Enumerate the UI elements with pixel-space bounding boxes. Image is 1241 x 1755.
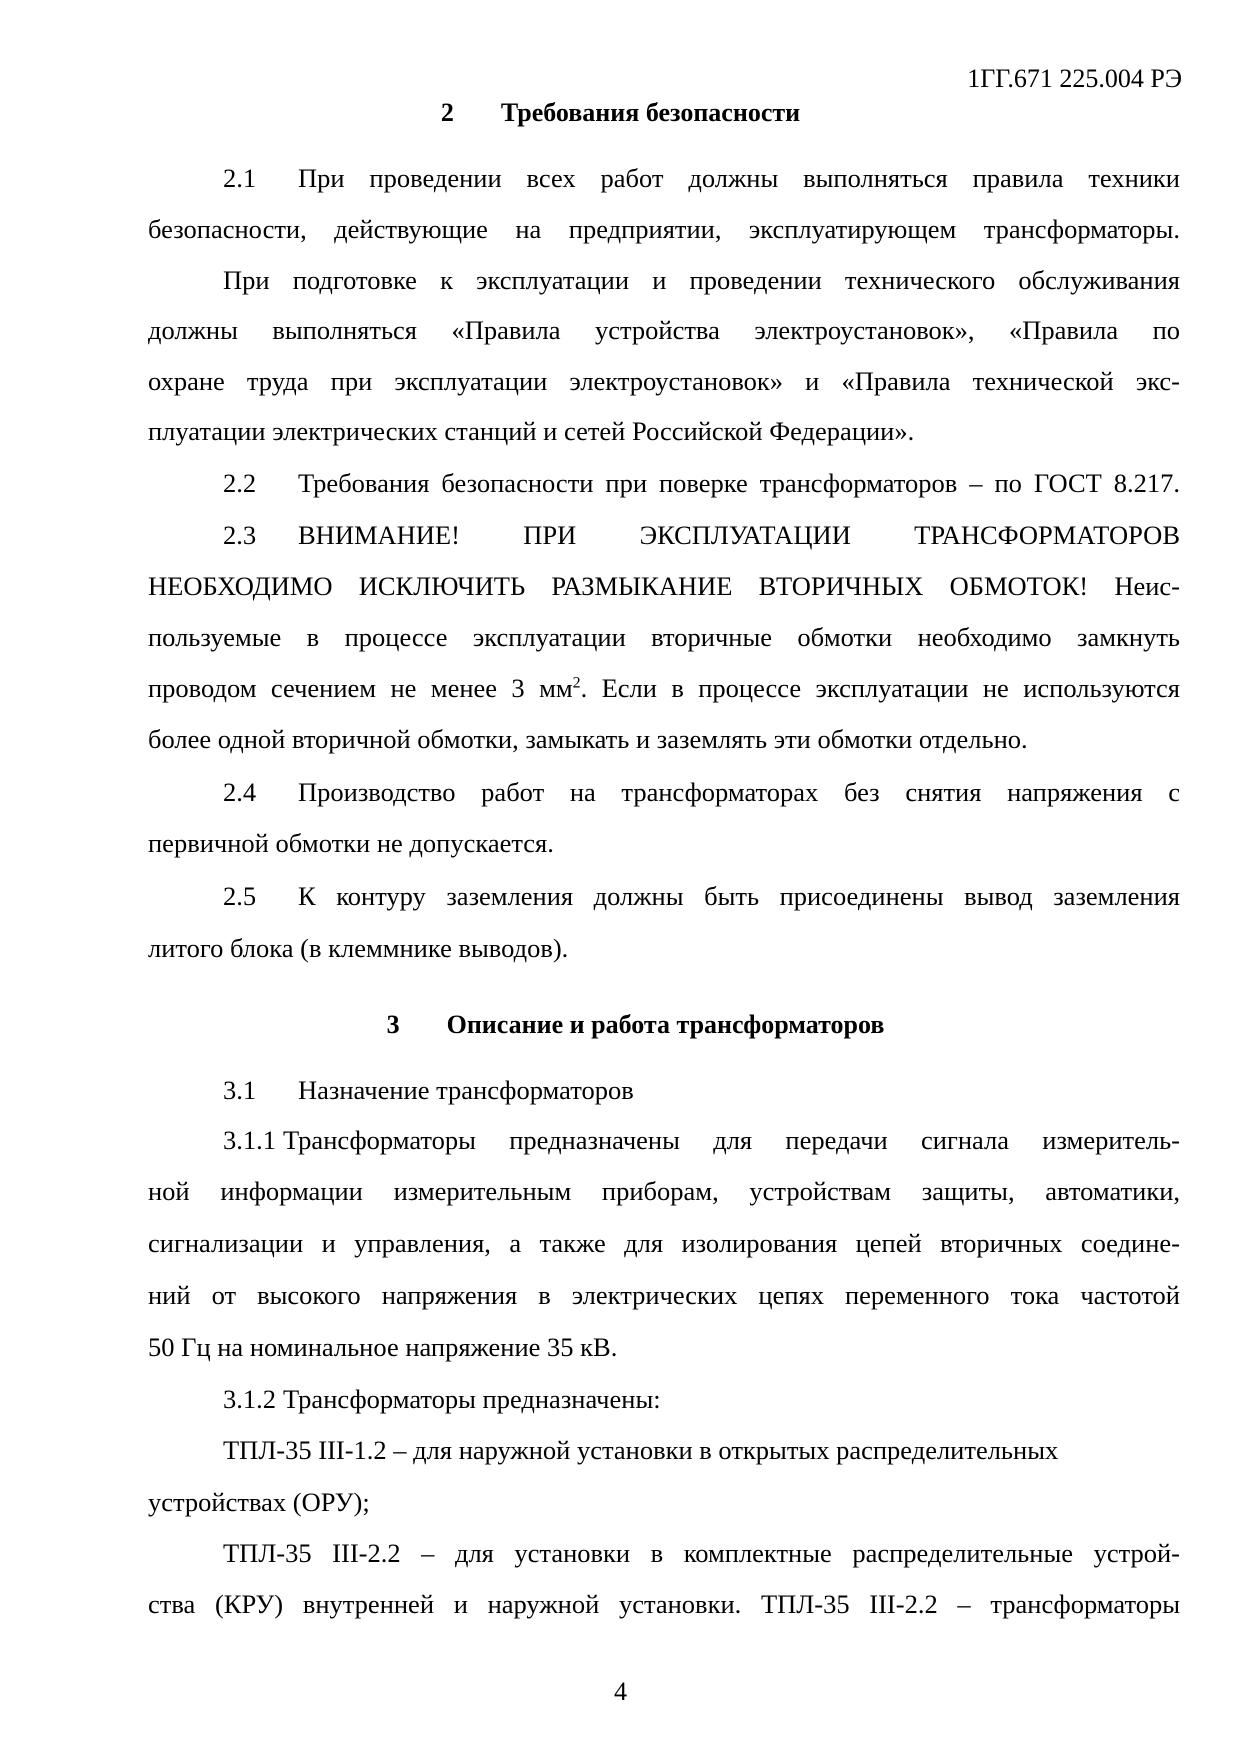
- paragraph-2-3-line-4: [148, 672, 1180, 704]
- warning-text: ВНИМАНИЕ! ПРИ ЭКСПЛУАТАЦИИ ТРАНСФОРМАТОРОВ: [298, 520, 1180, 550]
- paragraph-3-1-1-line-5: 50 Гц на номинальное напряжение 35 кВ.: [148, 1332, 618, 1362]
- paragraph-2-1b-line-1: При подготовке к эксплуатации и проведении технического обслуживания: [223, 265, 1180, 295]
- paragraph-3-1-2-number: 3.1.2: [223, 1384, 276, 1414]
- paragraph-3-1-1-line-4: ний от высокого напряжения в электрических цепях переменного тока частотой: [148, 1280, 1180, 1310]
- paragraph-2-1-number: 2.1: [223, 163, 257, 193]
- paragraph-text: К контуру заземления должны быть присоединены вывод заземления: [298, 881, 1180, 911]
- document-code: 1ГГ.671 225.004 РЭ: [967, 64, 1182, 93]
- tpl-2-2-line-2: ства (КРУ) внутренней и наружной установки. ТПЛ-35 III-2.2 – трансформаторы: [148, 1589, 1180, 1619]
- paragraph-3-1-1-number: 3.1.1: [223, 1125, 276, 1155]
- paragraph-text: Трансформаторы предназначены для передачи сигнала измеритель-: [283, 1125, 1180, 1155]
- section-2-number: 2: [440, 98, 454, 127]
- paragraph-2-1b-line-2: должны выполняться «Правила устройства электроустановок», «Правила по: [148, 315, 1180, 345]
- paragraph-3-1-1-line-1: [223, 1124, 1180, 1156]
- paragraph-2-2-line-1: [223, 467, 1180, 499]
- paragraph-text: проводом сечением не менее 3 мм: [148, 673, 573, 703]
- paragraph-3-1-number: 3.1: [223, 1075, 257, 1105]
- paragraph-2-1-line-2: безопасности, действующие на предприятии, эксплуатирующем трансформаторы.: [148, 214, 1180, 244]
- paragraph-2-5-line-1: [223, 880, 1180, 912]
- paragraph-text: Производство работ на трансформаторах без снятия напряжения с: [298, 777, 1180, 807]
- section-2-title: Требования безопасности: [500, 98, 801, 127]
- paragraph-2-3-line-3: пользуемые в процессе эксплуатации вторичные обмотки необходимо замкнуть: [148, 622, 1180, 652]
- paragraph-2-3-number: 2.3: [223, 520, 257, 550]
- subsection-title: Назначение трансформаторов: [298, 1075, 634, 1105]
- paragraph-2-3-line-1: [223, 519, 1180, 551]
- paragraph-2-1b-line-4: плуатации электрических станций и сетей Российской Федерации».: [148, 416, 915, 446]
- paragraph-text: . Если в процессе эксплуатации не используются: [580, 673, 1180, 703]
- paragraph-2-3-line-2: НЕОБХОДИМО ИСКЛЮЧИТЬ РАЗМЫКАНИЕ ВТОРИЧНЫХ ОБМОТОК! Неис-: [148, 571, 1180, 601]
- paragraph-2-3-line-5: более одной вторичной обмотки, замыкать и заземлять эти обмотки отдельно.: [148, 724, 1028, 754]
- paragraph-2-1-line-1: [223, 162, 1180, 194]
- section-2-heading: [0, 98, 1241, 128]
- tpl-1-2-line-1: ТПЛ-35 III-1.2 – для наружной установки в открытых распределительных: [223, 1435, 1059, 1465]
- paragraph-2-4-line-1: [223, 776, 1180, 808]
- paragraph-2-2-number: 2.2: [223, 468, 257, 498]
- paragraph-text: При проведении всех работ должны выполняться правила техники: [298, 163, 1180, 193]
- section-3-number: 3: [386, 1010, 400, 1039]
- section-3-heading: [0, 1010, 1241, 1040]
- paragraph-2-4-line-2: первичной обмотки не допускается.: [148, 828, 554, 858]
- paragraph-3-1-2-line-1: [223, 1383, 1180, 1415]
- paragraph-text: Трансформаторы предназначены:: [283, 1384, 661, 1414]
- paragraph-2-5-number: 2.5: [223, 881, 257, 911]
- superscript: 2: [572, 674, 581, 692]
- paragraph-3-1-line-1: [223, 1074, 1180, 1106]
- paragraph-text: Требования безопасности при поверке трансформаторов – по ГОСТ 8.217.: [298, 468, 1180, 498]
- section-3-title: Описание и работа трансформаторов: [446, 1010, 885, 1039]
- paragraph-2-1b-line-3: охране труда при эксплуатации электроустановок» и «Правила технической экс-: [148, 366, 1180, 396]
- paragraph-3-1-1-line-2: ной информации измерительным приборам, устройствам защиты, автоматики,: [148, 1176, 1180, 1206]
- tpl-2-2-line-1: ТПЛ-35 III-2.2 – для установки в комплектные распределительные устрой-: [223, 1538, 1180, 1568]
- paragraph-2-4-number: 2.4: [223, 777, 257, 807]
- tpl-1-2-line-2: устройствах (ОРУ);: [148, 1487, 370, 1517]
- paragraph-3-1-1-line-3: сигнализации и управления, а также для изолирования цепей вторичных соедине-: [148, 1228, 1180, 1258]
- paragraph-2-5-line-2: литого блока (в клеммнике выводов).: [148, 933, 569, 963]
- page-number: 4: [614, 1677, 627, 1706]
